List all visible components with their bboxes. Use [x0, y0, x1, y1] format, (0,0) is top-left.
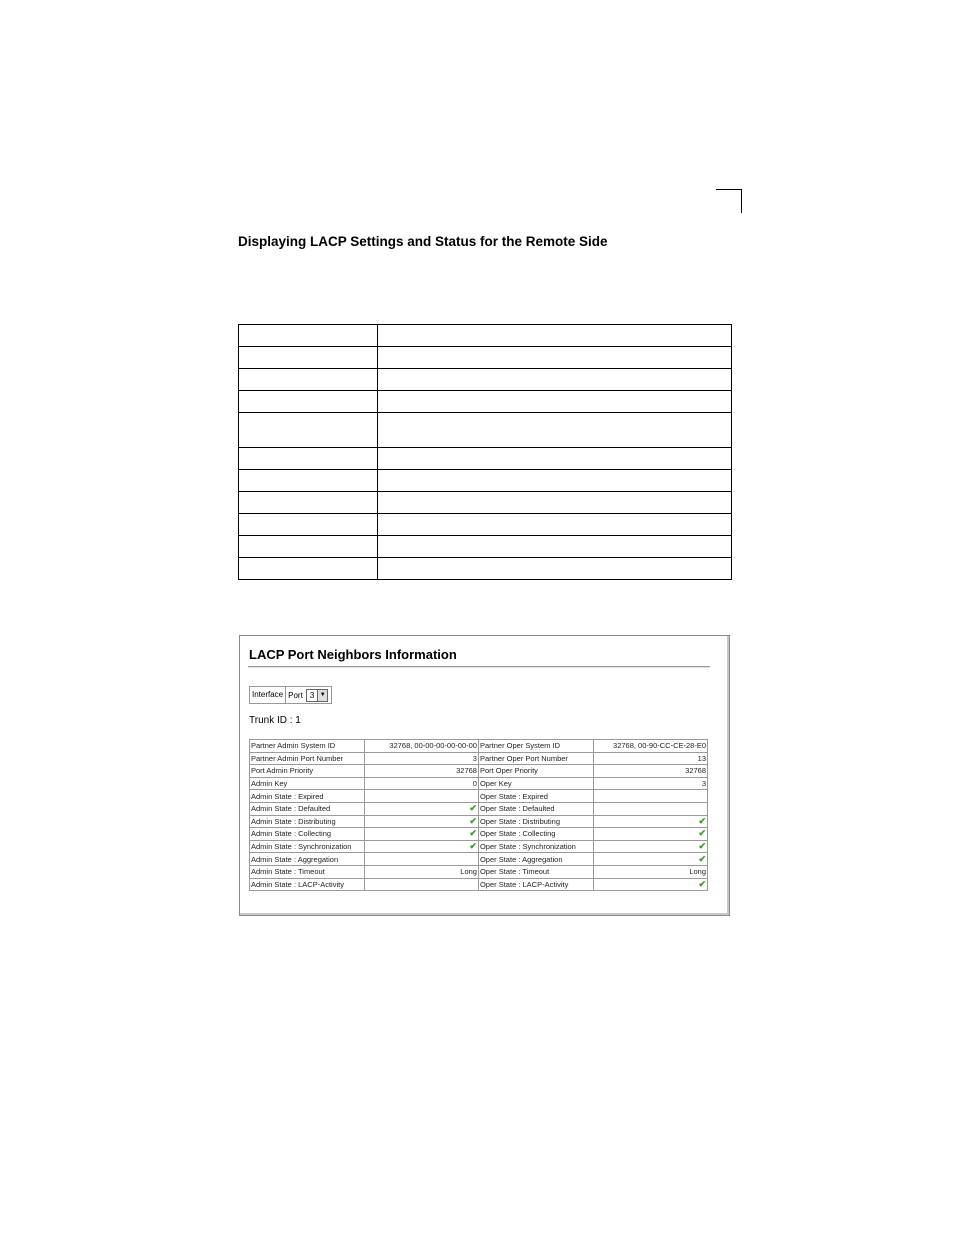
table-row	[239, 536, 732, 558]
chevron-down-icon[interactable]: ▼	[317, 690, 327, 701]
field-label: Partner Oper Port Number	[478, 752, 593, 765]
table-cell	[239, 470, 378, 492]
field-label: Partner Admin System ID	[250, 740, 365, 753]
parameter-table	[238, 324, 732, 580]
table-cell	[378, 369, 732, 391]
table-row	[239, 325, 732, 347]
field-value: Long	[365, 865, 479, 878]
check-icon-cell	[594, 878, 708, 891]
field-value: 3	[594, 777, 708, 790]
table-cell	[239, 492, 378, 514]
field-label: Admin State : Defaulted	[250, 802, 365, 815]
check-icon: ✔	[698, 878, 706, 889]
port-label: Port	[288, 691, 303, 700]
table-cell	[239, 347, 378, 369]
table-row	[239, 558, 732, 580]
field-value	[594, 802, 708, 815]
field-label: Admin State : Collecting	[250, 828, 365, 841]
field-label: Oper State : Distributing	[478, 815, 593, 828]
table-row	[239, 448, 732, 470]
interface-label: Interface	[250, 687, 286, 703]
table-cell	[378, 514, 732, 536]
field-label: Admin State : Aggregation	[250, 853, 365, 866]
table-cell	[378, 448, 732, 470]
field-value: 32768, 00-90-CC-CE-28-E0	[594, 740, 708, 753]
table-cell	[378, 347, 732, 369]
table-cell	[239, 558, 378, 580]
field-value: 0	[365, 777, 479, 790]
table-row	[250, 853, 708, 866]
table-cell	[239, 514, 378, 536]
check-icon-cell	[594, 853, 708, 866]
table-cell	[239, 325, 378, 347]
field-label: Oper State : Expired	[478, 790, 593, 803]
field-label: Oper State : Timeout	[478, 865, 593, 878]
table-cell	[239, 391, 378, 413]
field-value	[365, 790, 479, 803]
port-select-value: 3	[309, 690, 315, 700]
section-heading: Displaying LACP Settings and Status for the Remote Side	[238, 234, 608, 249]
check-icon-cell	[365, 802, 479, 815]
field-label: Admin State : Synchronization	[250, 840, 365, 853]
title-divider	[248, 666, 710, 668]
field-label: Oper State : Collecting	[478, 828, 593, 841]
field-value: 32768, 00-00-00-00-00-00	[365, 740, 479, 753]
check-icon: ✔	[698, 853, 706, 864]
field-label: Admin State : Expired	[250, 790, 365, 803]
table-row	[250, 790, 708, 803]
table-row	[250, 777, 708, 790]
check-icon-cell	[594, 815, 708, 828]
field-label: Partner Oper System ID	[478, 740, 593, 753]
neighbors-table	[249, 739, 708, 891]
table-cell	[378, 536, 732, 558]
table-cell	[378, 492, 732, 514]
field-value	[365, 878, 479, 891]
field-label: Oper State : LACP-Activity	[478, 878, 593, 891]
interface-selector	[249, 686, 332, 704]
table-row	[239, 413, 732, 448]
field-value: Long	[594, 865, 708, 878]
field-label: Admin State : Timeout	[250, 865, 365, 878]
check-icon: ✔	[698, 828, 706, 839]
port-select[interactable]	[306, 689, 328, 702]
table-row	[239, 347, 732, 369]
table-row	[250, 802, 708, 815]
field-value: 32768	[365, 765, 479, 778]
table-cell	[378, 413, 732, 448]
table-cell	[239, 369, 378, 391]
field-value	[365, 853, 479, 866]
check-icon-cell	[594, 840, 708, 853]
table-row	[250, 840, 708, 853]
table-row	[239, 369, 732, 391]
field-label: Admin Key	[250, 777, 365, 790]
field-label: Oper State : Synchronization	[478, 840, 593, 853]
table-row	[239, 514, 732, 536]
check-icon: ✔	[698, 841, 706, 852]
check-icon-cell	[594, 828, 708, 841]
check-icon: ✔	[469, 803, 477, 814]
field-label: Admin State : LACP-Activity	[250, 878, 365, 891]
field-label: Port Admin Priority	[250, 765, 365, 778]
field-label: Oper Key	[478, 777, 593, 790]
table-cell	[378, 391, 732, 413]
trunk-id: Trunk ID : 1	[249, 715, 301, 726]
check-icon: ✔	[698, 815, 706, 826]
table-row	[239, 470, 732, 492]
field-value	[594, 790, 708, 803]
table-row	[250, 878, 708, 891]
panel-title: LACP Port Neighbors Information	[249, 647, 457, 662]
field-label: Partner Admin Port Number	[250, 752, 365, 765]
field-label: Oper State : Aggregation	[478, 853, 593, 866]
check-icon: ✔	[469, 828, 477, 839]
table-row	[250, 752, 708, 765]
table-cell	[239, 413, 378, 448]
field-label: Admin State : Distributing	[250, 815, 365, 828]
check-icon-cell	[365, 828, 479, 841]
table-cell	[378, 470, 732, 492]
check-icon: ✔	[469, 841, 477, 852]
page-corner-mark	[716, 189, 742, 213]
table-cell	[378, 558, 732, 580]
field-label: Port Oper Priority	[478, 765, 593, 778]
check-icon-cell	[365, 815, 479, 828]
field-value: 13	[594, 752, 708, 765]
table-row	[239, 391, 732, 413]
field-value: 3	[365, 752, 479, 765]
table-row	[250, 815, 708, 828]
table-cell	[239, 448, 378, 470]
table-row	[250, 865, 708, 878]
table-row	[250, 765, 708, 778]
table-cell	[239, 536, 378, 558]
table-row	[250, 828, 708, 841]
field-label: Oper State : Defaulted	[478, 802, 593, 815]
check-icon: ✔	[469, 815, 477, 826]
lacp-neighbors-screenshot	[239, 635, 730, 916]
table-row	[239, 492, 732, 514]
table-cell	[378, 325, 732, 347]
check-icon-cell	[365, 840, 479, 853]
table-row	[250, 740, 708, 753]
field-value: 32768	[594, 765, 708, 778]
